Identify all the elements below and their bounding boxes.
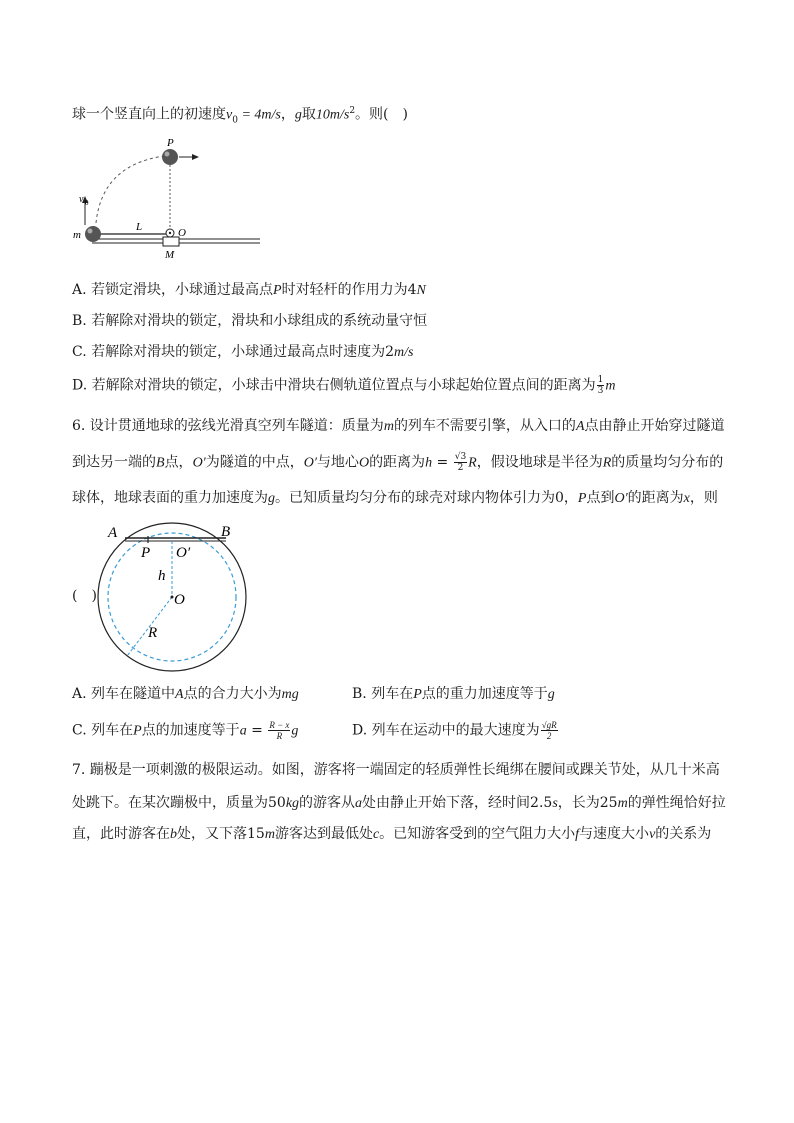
q6-l2-b: 点， [164,454,193,471]
q6-c-num: R − x [269,720,290,730]
q5-d-num: 1 [597,375,604,385]
q6-l3-d: 的距离为 [627,490,684,506]
q7-l1-text: 7. 蹦极是一项刺激的极限运动。如图，游客将一端固定的轻质弹性长绳绑在腰间或踝关节处，从几十米高 [72,762,720,778]
q5-a-unit: N [416,283,426,298]
q6-option-c [72,720,298,742]
q6-l3-a: 球体，地球表面的重力加速度为 [72,490,268,506]
q6-l3-b: 。已知质量均匀分布的球壳对球内物体引力为0， [275,490,578,506]
label-v0-sub: 0 [85,199,89,207]
q7-l2-e: 的弹性绳恰好拉 [627,795,726,811]
q7-l2-b: 的游客从 [299,795,356,811]
ball-bottom-highlight [88,229,93,234]
q6-l2-R2: R [602,455,612,471]
q7-l3-a: 直，此时游客在 [72,826,170,842]
q6-l2-O1: O′ [192,455,206,471]
q6-l2-den: 2 [457,463,464,473]
q6-l2-g: 的质量均匀分布的 [611,454,724,471]
fig2-label-P: P [141,545,151,561]
q6-l3-P: P [577,491,587,506]
q6-l3-x: x [683,491,690,506]
q6-c-mid: 点的加速度等于 [141,722,240,739]
q7-line-1 [72,760,720,780]
q6-a-A: A [175,687,184,702]
q5-c-prefix: C. 若解除对滑块的锁定，小球通过最高点时速度为2 [72,344,395,360]
q5-d-prefix: D. 若解除对滑块的锁定，小球击中滑块右侧轨道位置点与小球起始位置点间的距离为 [72,377,596,394]
q7-line-2 [72,793,726,814]
q6-l2-f: ，假设地球是半径为 [476,454,603,471]
fig2-label-h: h [158,568,166,584]
g-exponent: 2 [349,106,356,116]
q6-l3-c: 点到 [586,490,615,506]
q6-d-fraction [541,720,558,741]
q6-line-2 [72,452,723,474]
q6-l2-O: O [358,455,370,471]
q7-line-3 [72,824,711,845]
q6-l2-O2: O′ [303,455,317,471]
q6-l1-m: m [383,419,394,434]
ball-bottom [85,226,101,242]
q6-a-mid: 点的合力大小为 [183,686,282,702]
q7-l3-v: v [649,827,656,842]
q7-l2-kg: kg [285,796,300,811]
q5-a-prefix: A. 若锁定滑块，小球通过最高点 [72,282,274,298]
q6-l2-a: 到达另一端的 [72,454,156,471]
figure-ball-rod [60,135,270,265]
q5-a-P: P [273,283,282,298]
figure-earth-tunnel [90,515,260,670]
q7-l3-b: 处，又下落15 [177,826,265,842]
q6-c-g: g [291,723,299,739]
q7-l3-c: 游客达到最低处 [274,826,373,842]
q6-l1-b: 的列车不需要引擎，从入口的 [393,418,576,434]
q6-line-3 [72,488,718,509]
q6-c-prefix: C. 列车在 [72,722,134,739]
q7-l3-point-b: b [170,827,177,842]
q6-l3-O: O′ [614,491,628,506]
intro-text: 球一个竖直向上的初速度 [72,106,226,123]
q6-b-g: g [547,687,555,702]
ball-top-highlight [165,152,170,157]
q6-c-a: a [239,723,247,739]
q5-option-d [72,375,615,397]
q7-l2-c: 处由静止开始下落，经时间2.5 [362,795,553,811]
q6-l3-g: g [268,491,275,506]
q6-c-den: R [276,731,283,741]
q6-paren-text: ( ) [72,588,97,604]
fig2-label-O: O [174,592,185,608]
label-P: P [167,137,174,149]
label-M: M [165,249,175,261]
q5-d-den: 3 [597,386,604,396]
q7-l2-d: ，长为25 [557,795,618,811]
fig2-label-R: R [148,625,158,641]
q6-b-prefix: B. 列车在 [352,686,414,702]
v0-symbol: v [226,107,233,123]
q7-l3-e: 与速度大小 [579,826,650,842]
q6-option-a [72,684,299,705]
q5-option-b [72,311,427,331]
q7-l3-point-c: c [372,827,380,842]
q6-b-P: P [413,687,422,702]
q6-l2-d: 与地心 [316,454,359,471]
q6-b-mid: 点的重力加速度等于 [421,686,548,702]
q6-l2-h: h [425,455,433,471]
q6-l2-eq: = [432,454,453,471]
q7-l3-m: m [264,827,275,842]
intro-comma: ， [280,106,295,123]
q6-option-b [352,684,555,705]
label-O: O [178,227,186,239]
q6-l3-e: ，则 [689,490,718,506]
q6-d-den: 2 [546,731,552,741]
intro-then: 。则( ) [355,106,408,123]
q6-a-prefix: A. 列车在隧道中 [72,686,176,702]
g-value: 10m/s [315,107,350,123]
q5-option-a [72,280,426,301]
q6-l1-c: 点由静止开始穿过隧道 [584,418,725,434]
q7-l3-d: 。已知游客受到的空气阻力大小 [379,826,576,842]
q5-option-c [72,342,413,363]
fig2-label-B: B [221,524,231,540]
label-m: m [73,229,81,241]
v0-value: = 4m/s [237,107,281,123]
q6-l1-a: 6. 设计贯通地球的弦线光滑真空列车隧道：质量为 [72,418,384,434]
ball-top [162,149,178,165]
q7-l2-point-a: a [355,796,363,811]
q6-d-num: √gR [541,720,557,730]
q7-l2-a: 处跳下。在某次蹦极中，质量为50 [72,795,286,811]
v0-subscript: 0 [232,115,238,126]
intro-text-take: 取 [301,106,316,123]
q6-c-fraction [268,720,290,741]
q6-l2-c: 为隧道的中点， [205,454,304,471]
q5-a-suffix: 时对轻杆的作用力为4 [281,282,417,298]
q6-l1-A: A [575,419,585,434]
q6-c-P: P [133,723,142,739]
q7-l2-m: m [617,796,628,811]
q6-c-eq: = [246,722,268,739]
q6-l2-B: B [156,455,165,471]
vtop-arrowhead [192,154,199,160]
q6-line-1 [72,416,725,437]
intro-line [72,101,408,130]
q7-l2-s: s [552,796,558,811]
q6-a-mg: mg [281,687,299,702]
q6-l2-num: √3 [454,452,467,462]
q6-l2-R: R [468,455,477,471]
pivot-dot [169,232,171,234]
g-symbol: g [294,107,302,123]
q6-option-d [352,720,559,741]
q5-d-fraction [597,375,605,396]
dashed-trajectory [96,156,164,223]
q6-l2-e: 的距离为 [369,454,426,471]
fig2-label-O-prime: O′ [176,545,191,561]
fig2-label-A: A [108,525,118,541]
q6-d-prefix: D. 列车在运动中的最大速度为 [352,722,540,739]
q5-c-unit: m/s [394,345,414,360]
q7-l3-f2: 的关系为 [655,826,712,842]
q6-l2-fraction [454,452,467,473]
q5-b-text: B. 若解除对滑块的锁定，滑块和小球组成的系统动量守恒 [72,313,428,329]
label-v0: v [79,194,84,205]
q5-d-unit: m [605,378,616,394]
slider-block [163,237,179,246]
q7-l3-f: f [575,827,580,842]
label-L: L [136,221,143,233]
